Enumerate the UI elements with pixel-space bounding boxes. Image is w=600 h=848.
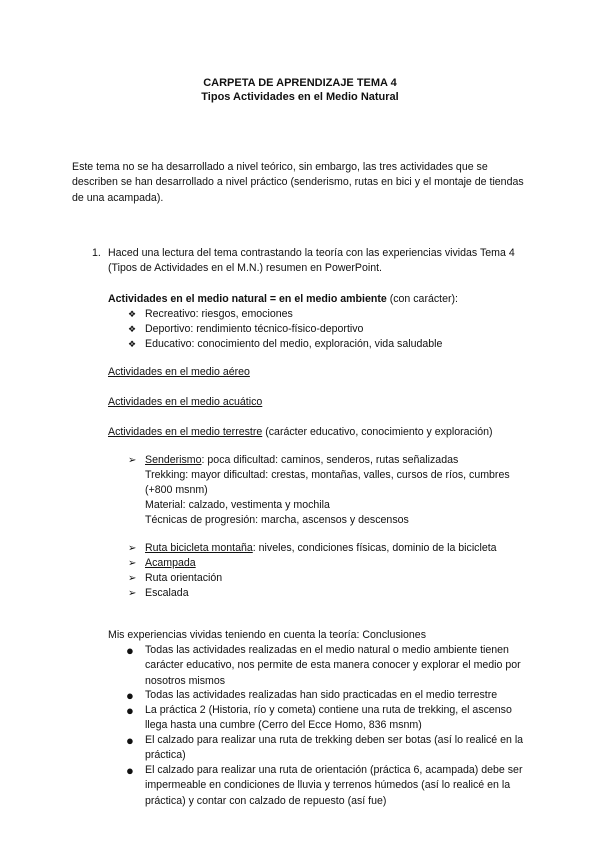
task-text: Haced una lectura del tema contrastando la teoría con las experiencias vividas Tema 4 (Tipos de Actividades en el M.N.) resumen en PowerPoint. [108,247,515,275]
terrestre-line [108,425,538,440]
link-medio-acuatico[interactable]: Actividades en el medio acuático [108,396,263,408]
senderismo-term: Senderismo [145,454,202,466]
arrow-bullet-icon: ➢ [128,543,137,554]
bullet-dot-icon: ● [126,763,134,778]
diamond-bullet-icon: ❖ [128,339,137,349]
main-heading-rest: (con carácter): [386,293,458,305]
main-heading-bold: Actividades en el medio natural = en el medio ambiente [108,293,387,305]
arrow-bullet-icon: ➢ [128,588,137,599]
intro-paragraph: Este tema no se ha desarrollado a nivel teórico, sin embargo, las tres actividades que se describen se han desarrollado a nivel práctico (senderismo, rutas en bici y el montaje de tiendas de una acampada). [72,161,524,204]
arrow-bullet-icon: ➢ [128,455,137,466]
material-text: Material: calzado, vestimenta y mochila [145,499,330,511]
arrow-bullet-icon: ➢ [128,558,137,569]
main-heading [108,292,538,307]
terrestre-rest: (carácter educativo, conocimiento y exploración) [262,426,493,438]
bullet-dot-icon: ● [126,643,134,658]
arrow-bullet-icon: ➢ [128,573,137,584]
trekking-text: Trekking: mayor dificultad: crestas, montañas, valles, cursos de ríos, cumbres (+800 msnm) [145,469,510,497]
bici-term: Ruta bicicleta montaña [145,542,253,554]
document-page: CARPETA DE APRENDIZAJE TEMA 4 Tipos Actividades en el Medio Natural Este tema no se ha desarrollado a nivel teórico, sin embargo, las tres actividades que se describen se han desarrollado a nivel práctico (senderismo, rutas en bici y el montaje de tiendas de una acampada). 1. Haced una lectura del tema contrastando la teoría con las experiencias vividas Tema 4 (Tipos de Actividades en el M.N.) resumen en PowerPoint. Actividades en el medio natural = en el medio ambiente (con carácter): ❖ Recreativo: riesgos, emociones ❖ Deportivo: rendimiento técnico-físico-deportivo ❖ Educativo: conocimiento del medio, exploración, vida saludable Actividades en el medio aéreo Actividades en el medio acuático Actividades en el medio terrestre (carácter educativo, conocimiento y exploración) ➢ Senderismo: poca dificultad: caminos, senderos, rutas señalizadas Trekking: mayor dificultad: crestas, montañas, valles, cursos de ríos, cumbres (+800 msnm) Material: calzado, vestimenta y mochila Técnicas de progresión: marcha, ascensos y descensos ➢ Ruta bicicleta montaña: niveles, condiciones físicas, dominio de la bicicleta ➢ Acampada ➢ Ruta orientación ➢ Escalada Mis experiencias vividas teniendo en cuenta la teoría: Conclusiones ● Todas las actividades realizadas en el medio natural o medio ambiente tienen carácter educativo, nos permite de esta manera conocer y explorar el medio por nosotros mismos ● Todas las actividades realizadas han sido practicadas en el medio terrestre ● La práctica 2 (Historia, río y cometa) contiene una ruta de trekking, el ascenso llega hasta una cumbre (Cerro del Ecce Homo, 836 msnm) ● El calzado para realizar una ruta de trekking deben ser botas (así lo realicé en la práctica) ● El calzado para realizar una ruta de orientación (práctica 6, acampada) debe ser impermeable en condiciones de lluvia y terrenos húmedos (así lo realicé en la práctica) y contar con calzado de repuesto (así fue) [0,0,600,848]
diamond-bullet-icon: ❖ [128,324,137,334]
conclusions-heading: Mis experiencias vividas teniendo en cuenta la teoría: Conclusiones [108,629,426,641]
link-medio-terrestre[interactable]: Actividades en el medio terrestre [108,426,263,438]
document-title: CARPETA DE APRENDIZAJE TEMA 4 [203,77,397,89]
diamond-bullet-icon: ❖ [128,309,137,319]
document-subtitle: Tipos Actividades en el Medio Natural [201,91,399,103]
tecnicas-text: Técnicas de progresión: marcha, ascensos y descensos [145,514,409,526]
bullet-dot-icon: ● [126,733,134,748]
bullet-dot-icon: ● [126,688,134,703]
task-number: 1. [92,247,101,259]
link-medio-aereo[interactable]: Actividades en el medio aéreo [108,366,250,378]
bullet-dot-icon: ● [126,703,134,718]
